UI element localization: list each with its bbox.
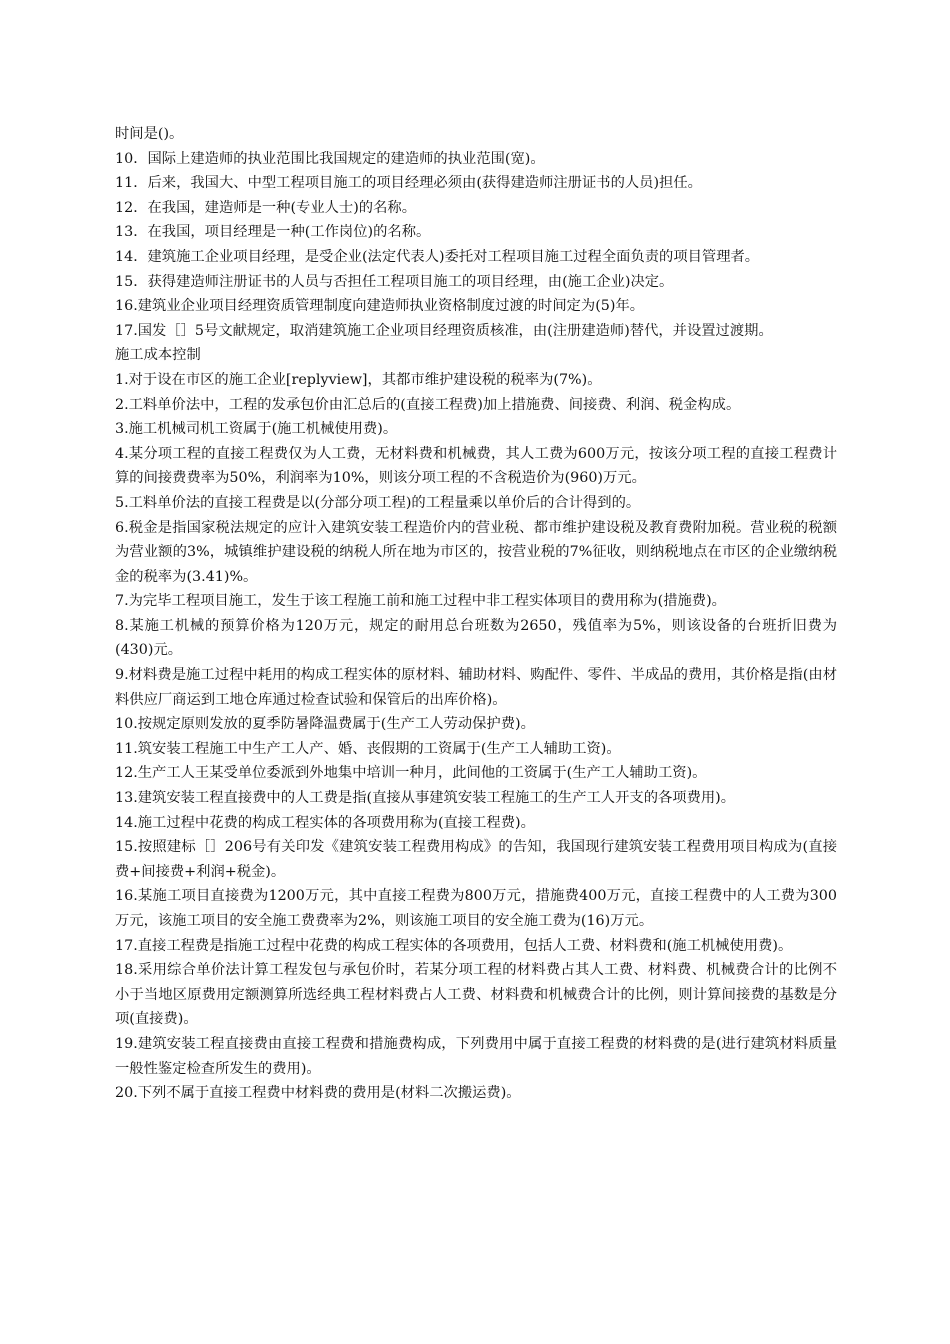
paragraph: 3.施工机械司机工资属于(施工机械使用费)。 <box>115 421 398 438</box>
paragraph: 10.按规定原则发放的夏季防暑降温费属于(生产工人劳动保护费)。 <box>115 716 535 733</box>
paragraph: 7.为完毕工程项目施工，发生于该工程施工前和施工过程中非工程实体项目的费用称为(措施费)。 <box>115 593 726 610</box>
paragraph: 11．后来，我国大、中型工程项目施工的项目经理必须由(获得建造师注册证书的人员)担任。 <box>115 175 702 192</box>
paragraph: 1.对于设在市区的施工企业[replyview]，其都市维护建设税的税率为(7%)。 <box>115 371 602 388</box>
paragraph: 时间是()。 <box>115 126 184 142</box>
paragraph: 15.按照建标［］206号有关印发《建筑安装工程费用构成》的告知，我国现行建筑安装工程费用项目构成为(直接费+间接费+利润+税金)。 <box>115 839 837 880</box>
paragraph: 13．在我国，项目经理是一种(工作岗位)的名称。 <box>115 224 431 241</box>
paragraph: 6.税金是指国家税法规定的应计入建筑安装工程造价内的营业税、都市维护建设税及教育费附加税。营业税的税额为营业额的3%，城镇维护建设税的纳税人所在地为市区的，按营业税的7%征收，则纳税地点在市区的企业缴纳税金的税率为(3.41)%。 <box>115 519 837 585</box>
paragraph: 16.建筑业企业项目经理资质管理制度向建造师执业资格制度过渡的时间定为(5)年。 <box>115 298 645 315</box>
paragraph: 11.筑安装工程施工中生产工人产、婚、丧假期的工资属于(生产工人辅助工资)。 <box>115 740 621 757</box>
paragraph: 14．建筑施工企业项目经理，是受企业(法定代表人)委托对工程项目施工过程全面负责的项目管理者。 <box>115 248 760 265</box>
paragraph: 14.施工过程中花费的构成工程实体的各项费用称为(直接工程费)。 <box>115 814 535 831</box>
paragraph: 20.下列不属于直接工程费中材料费的费用是(材料二次搬运费)。 <box>115 1085 521 1102</box>
paragraph: 19.建筑安装工程直接费由直接工程费和措施费构成，下列费用中属于直接工程费的材料费的是(进行建筑材料质量一般性鉴定检查所发生的费用)。 <box>115 1035 837 1077</box>
section-heading: 施工成本控制 <box>115 347 201 364</box>
paragraph: 16.某施工项目直接费为1200万元，其中直接工程费为800万元，措施费400万元，直接工程费中的人工费为300万元，该施工项目的安全施工费费率为2%，则该施工项目的安全施工费为(16)万元。 <box>115 888 837 929</box>
paragraph: 17.国发［］5号文献规定，取消建筑施工企业项目经理资质核准，由(注册建造师)替代，并设置过渡期。 <box>115 322 773 339</box>
paragraph: 12．在我国，建造师是一种(专业人士)的名称。 <box>115 199 416 216</box>
paragraph: 8.某施工机械的预算价格为120万元，规定的耐用总台班数为2650，残值率为5%，则该设备的台班折旧费为(430)元。 <box>115 617 837 659</box>
paragraph: 17.直接工程费是指施工过程中花费的构成工程实体的各项费用，包括人工费、材料费和(施工机械使用费)。 <box>115 937 793 954</box>
paragraph: 2.工料单价法中，工程的发承包价由汇总后的(直接工程费)加上措施费、间接费、利润、税金构成。 <box>115 396 741 413</box>
document-page <box>115 122 837 1106</box>
paragraph: 12.生产工人王某受单位委派到外地集中培训一种月，此间他的工资属于(生产工人辅助工资)。 <box>115 765 707 782</box>
paragraph: 9.材料费是施工过程中耗用的构成工程实体的原材料、辅助材料、购配件、零件、半成品的费用，其价格是指(由材料供应厂商运到工地仓库通过检查试验和保管后的出库价格)。 <box>115 667 837 708</box>
paragraph: 13.建筑安装工程直接费中的人工费是指(直接从事建筑安装工程施工的生产工人开支的各项费用)。 <box>115 790 736 807</box>
paragraph: 10．国际上建造师的执业范围比我国规定的建造师的执业范围(宽)。 <box>115 150 545 167</box>
paragraph: 4.某分项工程的直接工程费仅为人工费，无材料费和机械费，其人工费为600万元，按该分项工程的直接工程费计算的间接费费率为50%，利润率为10%，则该分项工程的不含税造价为(960)万元。 <box>115 445 837 487</box>
paragraph: 15．获得建造师注册证书的人员与否担任工程项目施工的项目经理，由(施工企业)决定。 <box>115 273 674 290</box>
paragraph: 5.工料单价法的直接工程费是以(分部分项工程)的工程量乘以单价后的合计得到的。 <box>115 494 641 511</box>
paragraph: 18.采用综合单价法计算工程发包与承包价时，若某分项工程的材料费占其人工费、材料费、机械费合计的比例不小于当地区原费用定额测算所选经典工程材料费占人工费、材料费和机械费合计的比例，则计算间接费的基数是分项(直接费)。 <box>115 962 837 1028</box>
